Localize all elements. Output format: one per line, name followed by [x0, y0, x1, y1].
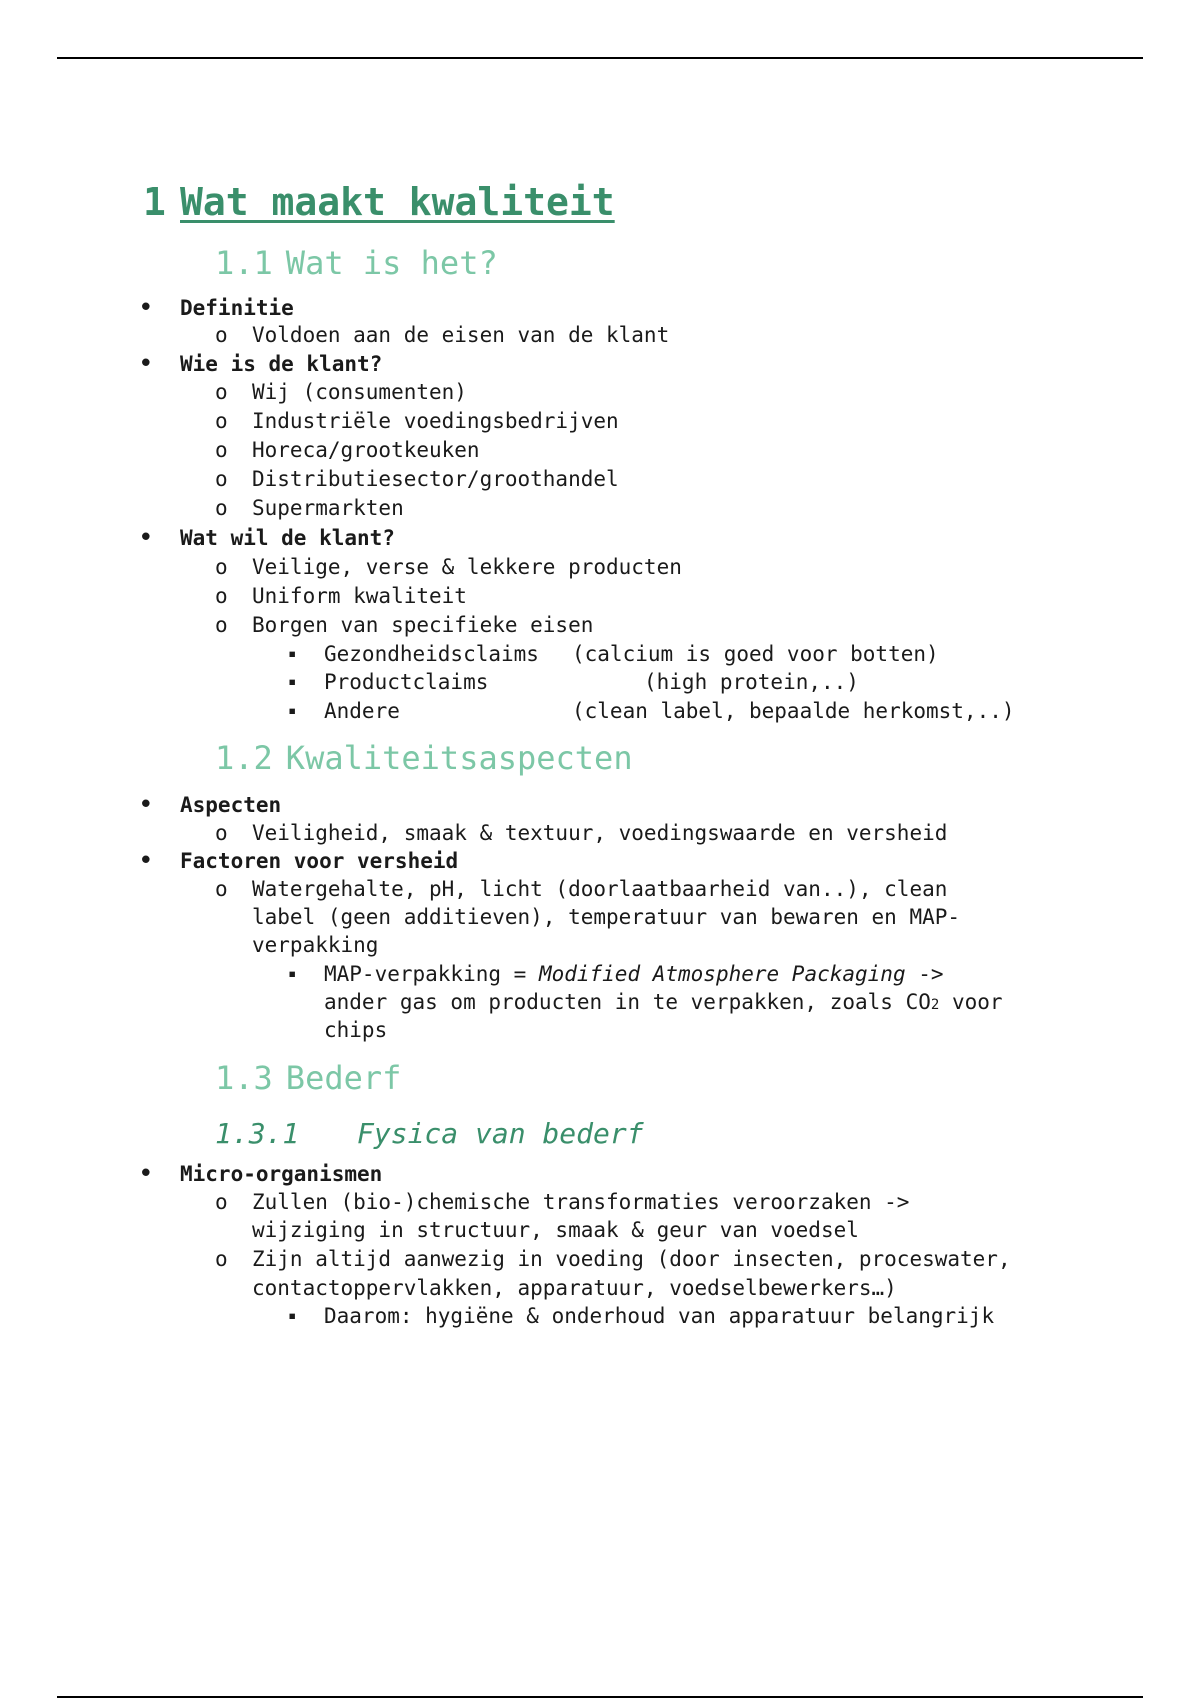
circle-bullet-icon: o — [215, 438, 228, 462]
bullet-icon: • — [138, 349, 154, 379]
circle-bullet-icon: o — [215, 409, 228, 433]
circle-bullet-icon: o — [215, 467, 228, 491]
circle-bullet-icon: o — [215, 584, 228, 608]
heading-1-1: 1.1 Wat is het? — [215, 244, 498, 282]
circle-bullet-icon: o — [215, 821, 228, 845]
circle-bullet-icon: o — [215, 613, 228, 637]
heading-number: 1 — [143, 180, 166, 224]
circle-bullet-icon: o — [215, 1190, 228, 1214]
square-bullet-icon: ▪ — [288, 1308, 297, 1324]
footer-rule — [57, 1696, 1143, 1698]
bullet-icon: • — [138, 1159, 154, 1189]
heading-text: Wat maakt kwaliteit — [180, 180, 615, 224]
square-bullet-icon: ▪ — [288, 703, 297, 719]
square-bullet-icon: ▪ — [288, 674, 297, 690]
circle-bullet-icon: o — [215, 1247, 228, 1271]
circle-bullet-icon: o — [215, 323, 228, 347]
heading-1-3-1: 1.3.1 Fysica van bederf — [215, 1117, 644, 1150]
bullet-icon: • — [138, 523, 154, 553]
bullet-icon: • — [138, 790, 154, 820]
circle-bullet-icon: o — [215, 877, 228, 901]
square-bullet-icon: ▪ — [288, 966, 297, 982]
heading-1 — [143, 180, 615, 224]
bullet-icon: • — [138, 846, 154, 876]
circle-bullet-icon: o — [215, 496, 228, 520]
circle-bullet-icon: o — [215, 555, 228, 579]
header-rule — [57, 57, 1143, 59]
heading-1-3: 1.3 Bederf — [215, 1059, 402, 1097]
heading-1-2: 1.2 Kwaliteitsaspecten — [215, 739, 633, 777]
bullet-icon: • — [138, 293, 154, 323]
circle-bullet-icon: o — [215, 380, 228, 404]
square-bullet-icon: ▪ — [288, 646, 297, 662]
